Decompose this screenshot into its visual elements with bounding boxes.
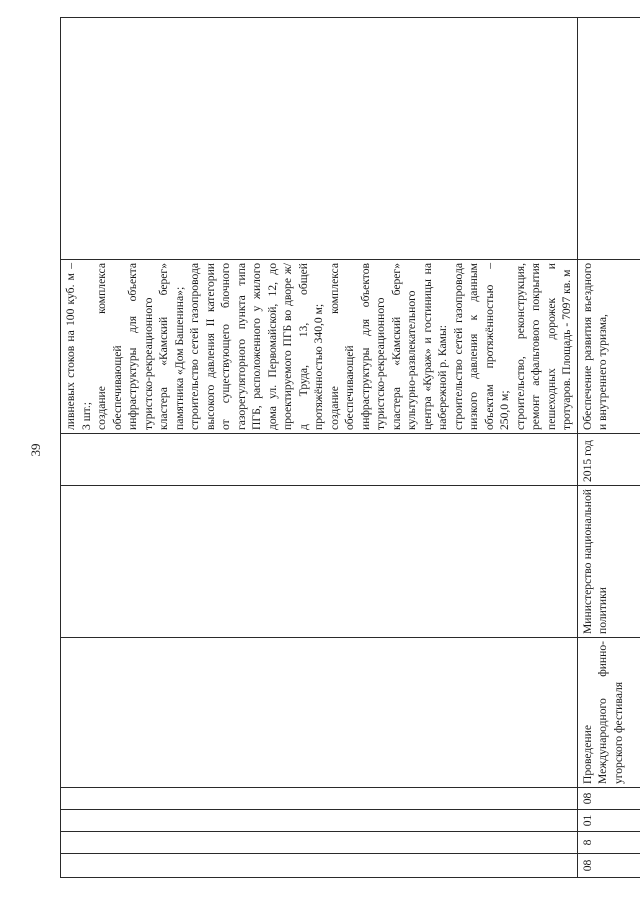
- project-line: строительство сетей газопровода низкого давления к данным объектам протяжённостью – 250,0 м;: [451, 263, 511, 430]
- cell-last-empty: [61, 18, 578, 260]
- project-line: ливневых стоков на 100 куб. м – 3 шт.;: [64, 263, 93, 430]
- cell-event-empty: [61, 638, 578, 788]
- cell-project-description: [61, 260, 578, 434]
- cell-last-empty-2: [577, 18, 640, 260]
- cell-executor: Министерство национальной политики: [577, 486, 640, 638]
- cell-code-2-empty: [61, 832, 578, 854]
- cell-code-4: 08: [577, 788, 640, 810]
- rotated-table-wrapper: [60, 18, 625, 878]
- project-line: создание комплекса обеспечивающей инфраструктуры для объекта туристско-рекреационного кластера «Камский берег» памятника «Дом Башенина»;: [95, 263, 186, 430]
- page-number: 39: [28, 443, 43, 457]
- cell-code-3-empty: [61, 810, 578, 832]
- cell-year-empty: [61, 434, 578, 486]
- cell-code-3: 01: [577, 810, 640, 832]
- cell-code-1-empty: [61, 854, 578, 878]
- cell-code-1: 08: [577, 854, 640, 878]
- program-table: [60, 17, 640, 878]
- cell-event: Проведение Международного финно-угорского фестиваля: [577, 638, 640, 788]
- cell-project-description-2: Обеспечение развития въездного и внутреннего туризма,: [577, 260, 640, 434]
- project-line: создание комплекса обеспечивающей инфраструктуры для объектов туристско-рекреационного кластера «Камский берег» культурно-развлекательного центра «Кураж» и гостиницы на набережной р. Камы:: [327, 263, 449, 430]
- cell-code-2: 8: [577, 832, 640, 854]
- table-row-upper: [61, 18, 578, 878]
- table-row-lower: [577, 18, 640, 878]
- cell-year: 2015 год: [577, 434, 640, 486]
- project-line: строительство, реконструкция, ремонт асфальтового покрытия пешеходных дорожек и тротуаров. Площадь - 7097 кв. м: [513, 263, 573, 430]
- cell-executor-empty: [61, 486, 578, 638]
- cell-code-4-empty: [61, 788, 578, 810]
- project-line: строительство сетей газопровода высокого давления II категории от существующего блочного газорегуляторного пункта типа ПГБ, расположенного у жилого дома ул. Первомайской, 12, до проектируемого ПГБ во дворе ж/д Труда, 13, общей протяжённостью 340,0 м;: [188, 263, 325, 430]
